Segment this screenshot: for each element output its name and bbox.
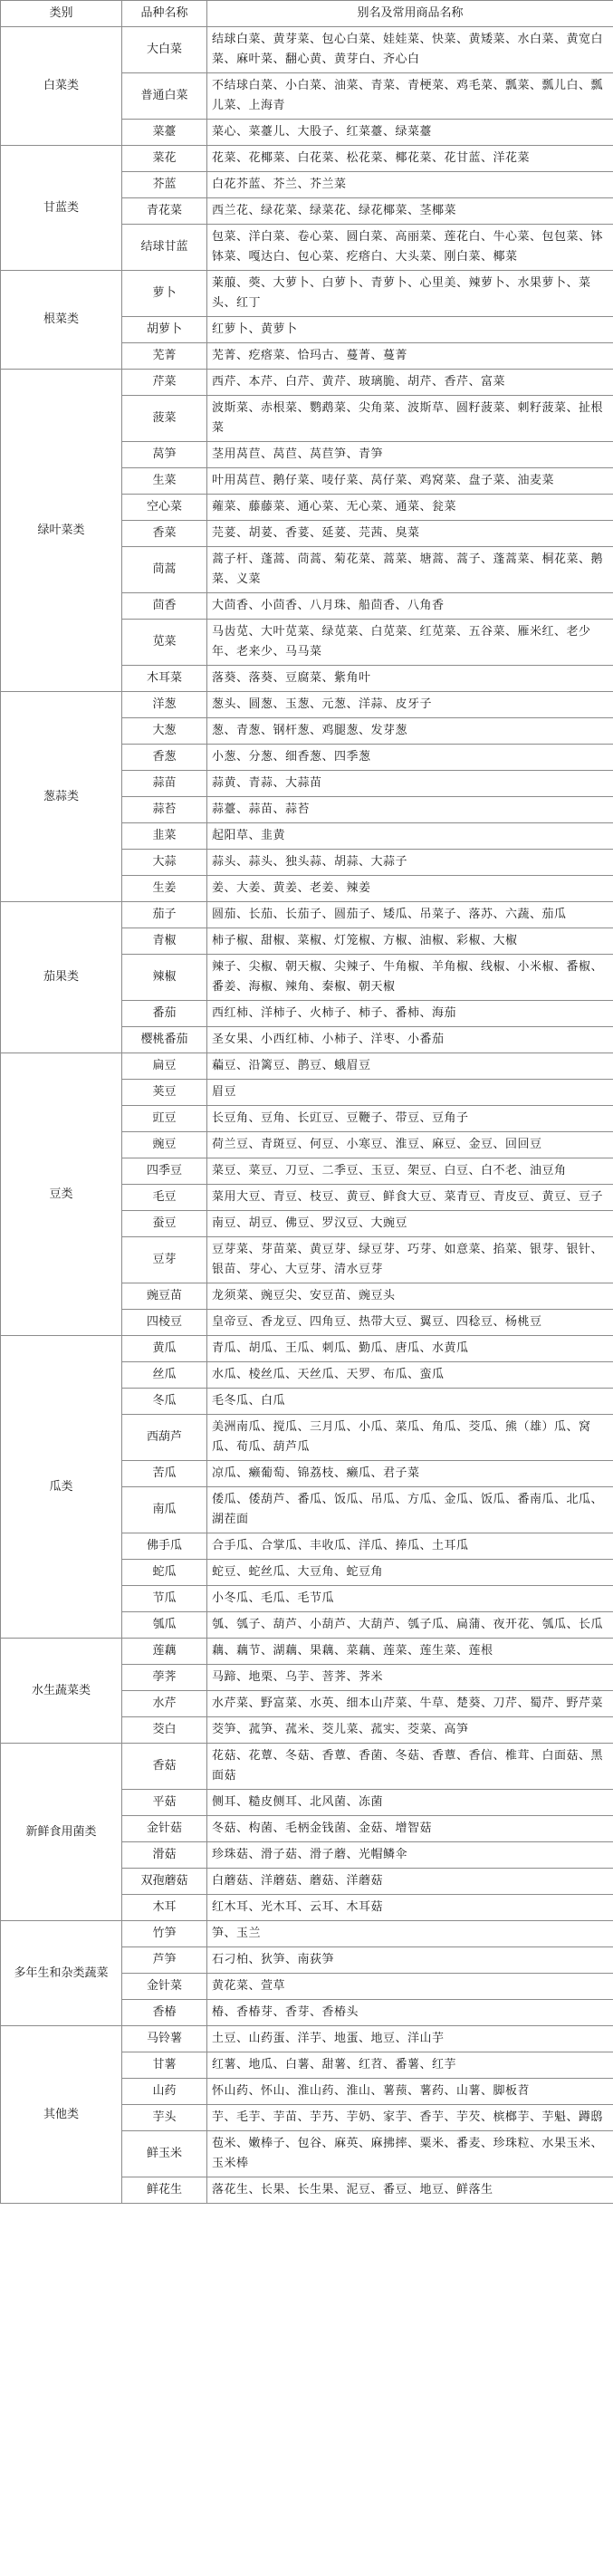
alias-cell: 蒿子杆、蓬蒿、茼蒿、菊花菜、蒿菜、塘蒿、蒿子、蓬蒿菜、桐花菜、鹅菜、义菜 xyxy=(207,547,613,593)
variety-cell: 瓠瓜 xyxy=(122,1612,207,1639)
alias-cell: 合手瓜、合掌瓜、丰收瓜、洋瓜、捧瓜、土耳瓜 xyxy=(207,1533,613,1560)
alias-cell: 菜用大豆、青豆、枝豆、黄豆、鲜食大豆、菜青豆、青皮豆、黄豆、豆子 xyxy=(207,1185,613,1211)
variety-cell: 苦瓜 xyxy=(122,1461,207,1487)
category-cell: 白菜类 xyxy=(1,27,122,146)
variety-cell: 香椿 xyxy=(122,2000,207,2026)
alias-cell: 菜豆、菜豆、刀豆、二季豆、玉豆、架豆、白豆、白不老、油豆角 xyxy=(207,1158,613,1185)
alias-cell: 芜菁、疙瘩菜、恰玛古、蔓菁、蔓菁 xyxy=(207,343,613,370)
alias-cell: 笋、玉兰 xyxy=(207,1921,613,1947)
alias-cell: 大茴香、小茴香、八月珠、船茴香、八角香 xyxy=(207,593,613,620)
alias-cell: 蒜黄、青蒜、大蒜苗 xyxy=(207,771,613,797)
category-cell: 新鲜食用菌类 xyxy=(1,1744,122,1921)
variety-cell: 木耳 xyxy=(122,1895,207,1921)
variety-cell: 蛇瓜 xyxy=(122,1560,207,1586)
table-row xyxy=(1,2026,613,2052)
alias-cell: 南豆、胡豆、佛豆、罗汉豆、大豌豆 xyxy=(207,1211,613,1237)
category-cell: 甘蓝类 xyxy=(1,146,122,271)
alias-cell: 芫荽、胡荽、香荽、延荽、芫茜、臭菜 xyxy=(207,521,613,547)
table-row xyxy=(1,1336,613,1362)
variety-cell: 平菇 xyxy=(122,1790,207,1816)
alias-cell: 水瓜、棱丝瓜、天丝瓜、天罗、布瓜、蛮瓜 xyxy=(207,1362,613,1389)
table-row xyxy=(1,1639,613,1665)
variety-cell: 生姜 xyxy=(122,876,207,902)
alias-cell: 茭笋、菰笋、菰米、茭儿菜、菰实、茭菜、高笋 xyxy=(207,1717,613,1744)
variety-cell: 四棱豆 xyxy=(122,1310,207,1336)
variety-cell: 茄子 xyxy=(122,902,207,928)
alias-cell: 苞米、嫩棒子、包谷、麻英、麻拂摔、粟米、番麦、珍珠粒、水果玉米、玉米棒 xyxy=(207,2131,613,2177)
alias-cell: 柿子椒、甜椒、菜椒、灯笼椒、方椒、油椒、彩椒、大椒 xyxy=(207,928,613,955)
alias-cell: 珍珠菇、滑子菇、滑子蘑、光帽鳞伞 xyxy=(207,1842,613,1869)
variety-cell: 辣椒 xyxy=(122,955,207,1001)
alias-cell: 凉瓜、癞葡萄、锦荔枝、癞瓜、君子菜 xyxy=(207,1461,613,1487)
variety-cell: 马铃薯 xyxy=(122,2026,207,2052)
variety-cell: 苋菜 xyxy=(122,620,207,666)
variety-cell: 大蒜 xyxy=(122,850,207,876)
variety-cell: 茴香 xyxy=(122,593,207,620)
variety-cell: 南瓜 xyxy=(122,1487,207,1533)
variety-cell: 金针菜 xyxy=(122,1974,207,2000)
header-aliases: 别名及常用商品名称 xyxy=(207,1,613,27)
header-variety: 品种名称 xyxy=(122,1,207,27)
table-row xyxy=(1,271,613,317)
variety-cell: 冬瓜 xyxy=(122,1389,207,1415)
variety-cell: 佛手瓜 xyxy=(122,1533,207,1560)
alias-cell: 辣子、尖椒、朝天椒、尖辣子、牛角椒、羊角椒、线椒、小米椒、番椒、番姜、海椒、辣角、秦椒、朝天椒 xyxy=(207,955,613,1001)
alias-cell: 落葵、落葵、豆腐菜、紫角叶 xyxy=(207,666,613,692)
alias-cell: 黄花菜、萱草 xyxy=(207,1974,613,2000)
alias-cell: 皇帝豆、香龙豆、四角豆、热带大豆、翼豆、四稔豆、杨桃豆 xyxy=(207,1310,613,1336)
alias-cell: 红萝卜、黄萝卜 xyxy=(207,317,613,343)
alias-cell: 姜、大姜、黄姜、老姜、辣姜 xyxy=(207,876,613,902)
variety-cell: 菜薹 xyxy=(122,120,207,146)
table-row xyxy=(1,902,613,928)
variety-cell: 节瓜 xyxy=(122,1586,207,1612)
table-row xyxy=(1,1053,613,1080)
variety-cell: 芜菁 xyxy=(122,343,207,370)
alias-cell: 芋、毛芋、芋苗、芋艿、芋奶、家芋、香芋、芋芡、槟榔芋、芋魁、蹲鸱 xyxy=(207,2105,613,2131)
variety-cell: 大白菜 xyxy=(122,27,207,73)
alias-cell: 莱菔、葖、大萝卜、白萝卜、青萝卜、心里美、辣萝卜、水果萝卜、菜头、红丁 xyxy=(207,271,613,317)
alias-cell: 马齿苋、大叶苋菜、绿苋菜、白苋菜、红苋菜、五谷菜、雁米红、老少年、老来少、马马菜 xyxy=(207,620,613,666)
header-row xyxy=(1,1,613,27)
variety-cell: 蒜苗 xyxy=(122,771,207,797)
variety-cell: 豌豆苗 xyxy=(122,1283,207,1310)
alias-cell: 不结球白菜、小白菜、油菜、青菜、青梗菜、鸡毛菜、瓢菜、瓢儿白、瓢儿菜、上海青 xyxy=(207,73,613,120)
alias-cell: 小冬瓜、毛瓜、毛节瓜 xyxy=(207,1586,613,1612)
variety-cell: 洋葱 xyxy=(122,692,207,718)
alias-cell: 侧耳、糙皮侧耳、北风菌、冻菌 xyxy=(207,1790,613,1816)
alias-cell: 葱头、圆葱、玉葱、元葱、洋蒜、皮牙子 xyxy=(207,692,613,718)
variety-cell: 木耳菜 xyxy=(122,666,207,692)
variety-cell: 竹笋 xyxy=(122,1921,207,1947)
variety-cell: 芹菜 xyxy=(122,370,207,396)
alias-cell: 青瓜、胡瓜、王瓜、刺瓜、勤瓜、唐瓜、水黄瓜 xyxy=(207,1336,613,1362)
category-cell: 茄果类 xyxy=(1,902,122,1053)
variety-cell: 黄瓜 xyxy=(122,1336,207,1362)
alias-cell: 波斯菜、赤根菜、鹦鹉菜、尖角菜、波斯草、圆籽菠菜、刺籽菠菜、扯根菜 xyxy=(207,396,613,442)
alias-cell: 叶用莴苣、鹅仔菜、唛仔菜、莴仔菜、鸡窝菜、盘子菜、油麦菜 xyxy=(207,468,613,495)
variety-cell: 荸荠 xyxy=(122,1665,207,1691)
variety-cell: 香葱 xyxy=(122,745,207,771)
variety-cell: 鲜玉米 xyxy=(122,2131,207,2177)
alias-cell: 结球白菜、黄芽菜、包心白菜、娃娃菜、快菜、黄矮菜、水白菜、黄宽白菜、麻叶菜、翻心黄、黄芽白、齐心白 xyxy=(207,27,613,73)
alias-cell: 起阳草、韭黄 xyxy=(207,823,613,850)
variety-cell: 丝瓜 xyxy=(122,1362,207,1389)
variety-cell: 菜花 xyxy=(122,146,207,172)
alias-cell: 毛冬瓜、白瓜 xyxy=(207,1389,613,1415)
alias-cell: 圆茄、长茄、长茄子、圆茄子、矮瓜、吊菜子、落苏、六蔬、茄瓜 xyxy=(207,902,613,928)
alias-cell: 圣女果、小西红柿、小柿子、洋枣、小番茄 xyxy=(207,1027,613,1053)
alias-cell: 蕹菜、藤藤菜、通心菜、无心菜、通菜、瓮菜 xyxy=(207,495,613,521)
alias-cell: 藕、藕节、湖藕、果藕、菜藕、莲菜、莲生菜、莲根 xyxy=(207,1639,613,1665)
variety-cell: 毛豆 xyxy=(122,1185,207,1211)
variety-cell: 西葫芦 xyxy=(122,1415,207,1461)
variety-cell: 豌豆 xyxy=(122,1132,207,1158)
variety-cell: 双孢蘑菇 xyxy=(122,1869,207,1895)
alias-cell: 龙须菜、豌豆尖、安豆苗、豌豆头 xyxy=(207,1283,613,1310)
variety-cell: 四季豆 xyxy=(122,1158,207,1185)
alias-cell: 花菜、花椰菜、白花菜、松花菜、椰花菜、花甘蓝、洋花菜 xyxy=(207,146,613,172)
alias-cell: 长豆角、豆角、长豇豆、豆鞭子、带豆、豆角子 xyxy=(207,1106,613,1132)
variety-cell: 青花菜 xyxy=(122,198,207,225)
variety-cell: 鲜花生 xyxy=(122,2177,207,2204)
table-row xyxy=(1,692,613,718)
variety-cell: 韭菜 xyxy=(122,823,207,850)
variety-cell: 番茄 xyxy=(122,1001,207,1027)
variety-cell: 青椒 xyxy=(122,928,207,955)
alias-cell: 土豆、山药蛋、洋芋、地蛋、地豆、洋山芋 xyxy=(207,2026,613,2052)
variety-cell: 莴笋 xyxy=(122,442,207,468)
header-category: 类别 xyxy=(1,1,122,27)
table-row xyxy=(1,27,613,73)
variety-cell: 萝卜 xyxy=(122,271,207,317)
alias-cell: 藊豆、沿篱豆、鹊豆、蛾眉豆 xyxy=(207,1053,613,1080)
category-cell: 绿叶菜类 xyxy=(1,370,122,692)
alias-cell: 菜心、菜薹儿、大股子、红菜薹、绿菜薹 xyxy=(207,120,613,146)
alias-cell: 豆芽菜、芽苗菜、黄豆芽、绿豆芽、巧芽、如意菜、掐菜、银芽、银针、银苗、芽心、大豆芽、清水豆芽 xyxy=(207,1237,613,1283)
table-row xyxy=(1,1921,613,1947)
category-cell: 瓜类 xyxy=(1,1336,122,1639)
variety-cell: 荚豆 xyxy=(122,1080,207,1106)
table-row xyxy=(1,1744,613,1790)
alias-cell: 倭瓜、倭葫芦、番瓜、饭瓜、吊瓜、方瓜、金瓜、饭瓜、番南瓜、北瓜、湖茬面 xyxy=(207,1487,613,1533)
alias-cell: 怀山药、怀山、淮山药、淮山、薯蓣、薯药、山薯、脚板苕 xyxy=(207,2079,613,2105)
variety-cell: 扁豆 xyxy=(122,1053,207,1080)
alias-cell: 水芹菜、野富菜、水英、细本山芹菜、牛草、楚葵、刀芹、蜀芹、野芹菜 xyxy=(207,1691,613,1717)
variety-cell: 香菜 xyxy=(122,521,207,547)
category-cell: 根菜类 xyxy=(1,271,122,370)
alias-cell: 小葱、分葱、细香葱、四季葱 xyxy=(207,745,613,771)
category-cell: 葱蒜类 xyxy=(1,692,122,902)
alias-cell: 茎用莴苣、莴苣、莴苣笋、青笋 xyxy=(207,442,613,468)
alias-cell: 眉豆 xyxy=(207,1080,613,1106)
alias-cell: 石刁柏、狄笋、南荻笋 xyxy=(207,1947,613,1974)
variety-cell: 莲藕 xyxy=(122,1639,207,1665)
alias-cell: 瓠、瓠子、葫芦、小葫芦、大葫芦、瓠子瓜、扁蒲、夜开花、瓠瓜、长瓜 xyxy=(207,1612,613,1639)
variety-cell: 大葱 xyxy=(122,718,207,745)
alias-cell: 白蘑菇、洋蘑菇、蘑菇、洋蘑菇 xyxy=(207,1869,613,1895)
alias-cell: 蒜头、蒜头、独头蒜、胡蒜、大蒜子 xyxy=(207,850,613,876)
variety-cell: 水芹 xyxy=(122,1691,207,1717)
category-cell: 豆类 xyxy=(1,1053,122,1336)
alias-cell: 西芹、本芹、白芹、黄芹、玻璃脆、胡芹、香芹、富菜 xyxy=(207,370,613,396)
table-row xyxy=(1,370,613,396)
alias-cell: 蛇豆、蛇丝瓜、大豆角、蛇豆角 xyxy=(207,1560,613,1586)
category-cell: 其他类 xyxy=(1,2026,122,2204)
variety-cell: 芋头 xyxy=(122,2105,207,2131)
variety-cell: 茭白 xyxy=(122,1717,207,1744)
alias-cell: 西红柿、洋柿子、火柿子、柿子、番柿、海茄 xyxy=(207,1001,613,1027)
variety-cell: 芥蓝 xyxy=(122,172,207,198)
variety-cell: 香菇 xyxy=(122,1744,207,1790)
variety-cell: 茼蒿 xyxy=(122,547,207,593)
variety-cell: 蚕豆 xyxy=(122,1211,207,1237)
alias-cell: 马蹄、地栗、乌芋、菩荠、荠米 xyxy=(207,1665,613,1691)
alias-cell: 葱、青葱、钢杆葱、鸡腿葱、发芽葱 xyxy=(207,718,613,745)
category-cell: 多年生和杂类蔬菜 xyxy=(1,1921,122,2026)
alias-cell: 红木耳、光木耳、云耳、木耳菇 xyxy=(207,1895,613,1921)
variety-cell: 滑菇 xyxy=(122,1842,207,1869)
variety-cell: 豇豆 xyxy=(122,1106,207,1132)
alias-cell: 西兰花、绿花菜、绿菜花、绿花椰菜、茎椰菜 xyxy=(207,198,613,225)
variety-cell: 空心菜 xyxy=(122,495,207,521)
variety-cell: 普通白菜 xyxy=(122,73,207,120)
alias-cell: 花菇、花蕈、冬菇、香蕈、香菌、冬菇、香蕈、香信、椎茸、白面菇、黑面菇 xyxy=(207,1744,613,1790)
variety-cell: 樱桃番茄 xyxy=(122,1027,207,1053)
variety-cell: 生菜 xyxy=(122,468,207,495)
alias-cell: 荷兰豆、青斑豆、何豆、小寒豆、淮豆、麻豆、金豆、回回豆 xyxy=(207,1132,613,1158)
alias-cell: 红薯、地瓜、白薯、甜薯、红苕、番薯、红芋 xyxy=(207,2052,613,2079)
variety-cell: 甘薯 xyxy=(122,2052,207,2079)
variety-cell: 结球甘蓝 xyxy=(122,225,207,271)
variety-cell: 菠菜 xyxy=(122,396,207,442)
variety-cell: 蒜苔 xyxy=(122,797,207,823)
alias-cell: 美洲南瓜、搅瓜、三月瓜、小瓜、菜瓜、角瓜、茭瓜、熊（雄）瓜、窝瓜、荀瓜、葫芦瓜 xyxy=(207,1415,613,1461)
variety-cell: 芦笋 xyxy=(122,1947,207,1974)
category-cell: 水生蔬菜类 xyxy=(1,1639,122,1744)
alias-cell: 包菜、洋白菜、卷心菜、圆白菜、高丽菜、莲花白、牛心菜、包包菜、钵钵菜、嘎达白、包心菜、疙瘩白、大头菜、刚白菜、椰菜 xyxy=(207,225,613,271)
variety-cell: 山药 xyxy=(122,2079,207,2105)
alias-cell: 椿、香椿芽、香芽、香椿头 xyxy=(207,2000,613,2026)
alias-cell: 落花生、长果、长生果、泥豆、番豆、地豆、鲜落生 xyxy=(207,2177,613,2204)
alias-cell: 白花芥蓝、芥兰、芥兰菜 xyxy=(207,172,613,198)
alias-cell: 冬菇、构菌、毛柄金钱菌、金菇、增智菇 xyxy=(207,1816,613,1842)
variety-cell: 胡萝卜 xyxy=(122,317,207,343)
variety-cell: 豆芽 xyxy=(122,1237,207,1283)
alias-cell: 蒜薹、蒜苗、蒜苔 xyxy=(207,797,613,823)
table-row xyxy=(1,146,613,172)
variety-cell: 金针菇 xyxy=(122,1816,207,1842)
